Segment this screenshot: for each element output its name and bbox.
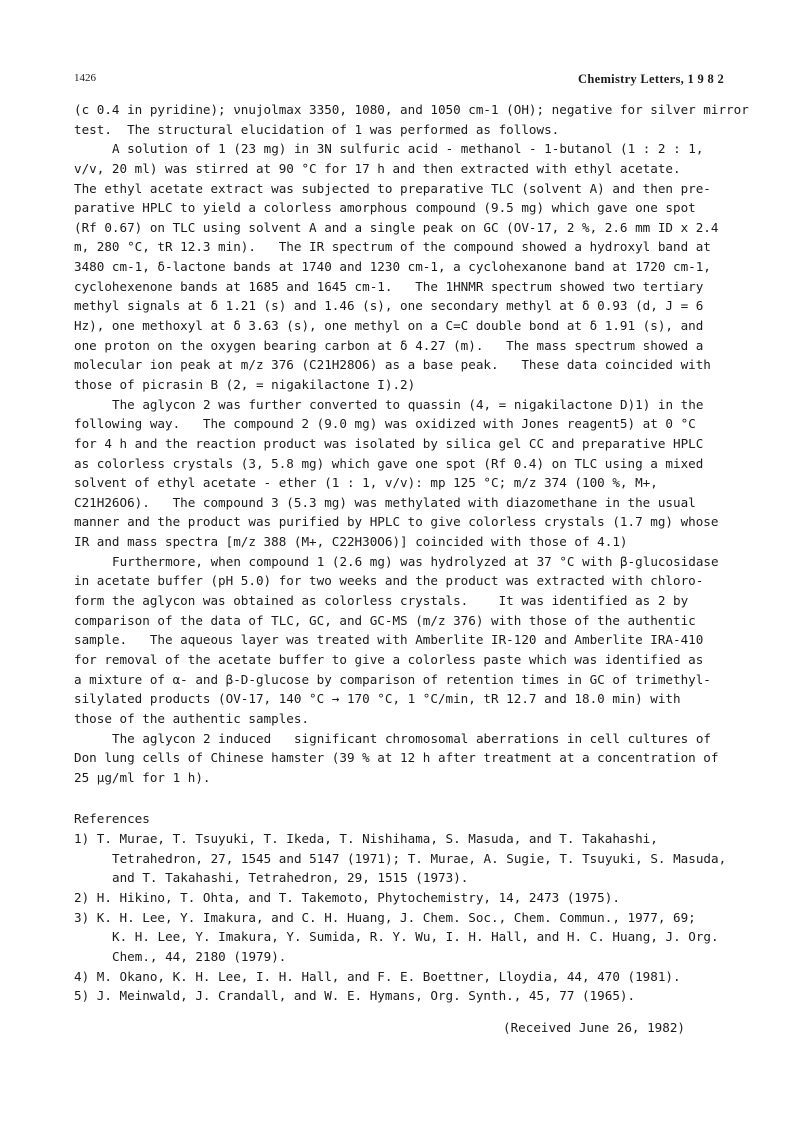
paragraph-p2 xyxy=(74,395,734,552)
text-line: 3480 cm-1, δ-lactone bands at 1740 and 1230 cm-1, a cyclohexanone band at 1720 cm-1, xyxy=(74,259,711,275)
reference-line: 1) T. Murae, T. Tsuyuki, T. Ikeda, T. Nishihama, S. Masuda, and T. Takahashi, xyxy=(74,831,658,847)
text-line: sample. The aqueous layer was treated with Amberlite IR-120 and Amberlite IRA-410 xyxy=(74,632,704,648)
paragraphs xyxy=(74,100,749,787)
paragraph-p3 xyxy=(74,552,734,729)
text-line: one proton on the oxygen bearing carbon at δ 4.27 (m). The mass spectrum showed a xyxy=(74,337,704,353)
text-line: test. The structural elucidation of 1 was performed as follows. xyxy=(74,121,560,137)
article-body xyxy=(74,100,749,1006)
text-line: molecular ion peak at m/z 376 (C21H28O6) as a base peak. These data coincided with xyxy=(74,357,711,373)
paragraph-p4 xyxy=(74,729,734,788)
text-line: methyl signals at δ 1.21 (s) and 1.46 (s), one secondary methyl at δ 0.93 (d, J = 6 xyxy=(74,298,704,314)
reference-line: Chem., 44, 2180 (1979). xyxy=(112,948,287,964)
text-line: in acetate buffer (pH 5.0) for two weeks and the product was extracted with chloro- xyxy=(74,573,704,589)
text-line: m, 280 °C, tR 12.3 min). The IR spectrum of the compound showed a hydroxyl band at xyxy=(74,239,711,255)
text-line: those of picrasin B (2, = nigakilactone I).2) xyxy=(74,376,416,392)
text-line: form the aglycon was obtained as colorless crystals. It was identified as 2 by xyxy=(74,593,689,609)
journal-title: Chemistry Letters, 1 9 8 2 xyxy=(578,72,724,86)
text-line: 25 μg/ml for 1 h). xyxy=(74,769,211,785)
reference-line: Tetrahedron, 27, 1545 and 5147 (1971); T. Murae, A. Sugie, T. Tsuyuki, S. Masuda, xyxy=(112,850,727,866)
text-line: for 4 h and the reaction product was isolated by silica gel CC and preparative HPLC xyxy=(74,435,704,451)
text-line: for removal of the acetate buffer to give a colorless paste which was identified as xyxy=(74,651,704,667)
references-list xyxy=(74,829,734,1006)
text-line: IR and mass spectra [m/z 388 (M+, C22H30O6)] coincided with those of 4.1) xyxy=(74,534,628,550)
text-line: cyclohexenone bands at 1685 and 1645 cm-1. The 1HNMR spectrum showed two tertiary xyxy=(74,278,704,294)
reference-item xyxy=(74,967,734,987)
page-header xyxy=(74,72,724,88)
text-line: (Rf 0.67) on TLC using solvent A and a single peak on GC (OV-17, 2 %, 2.6 mm ID x 2.4 xyxy=(74,219,719,235)
text-line: The aglycon 2 was further converted to quassin (4, = nigakilactone D)1) in the xyxy=(112,396,704,412)
reference-line: 3) K. H. Lee, Y. Imakura, and C. H. Huang, J. Chem. Soc., Chem. Commun., 1977, 69; xyxy=(74,909,696,925)
text-line: Furthermore, when compound 1 (2.6 mg) was hydrolyzed at 37 °C with β-glucosidase xyxy=(112,553,719,569)
text-line: manner and the product was purified by HPLC to give colorless crystals (1.7 mg) whose xyxy=(74,514,719,530)
reference-line: and T. Takahashi, Tetrahedron, 29, 1515 (1973). xyxy=(112,870,469,886)
reference-line: 2) H. Hikino, T. Ohta, and T. Takemoto, Phytochemistry, 14, 2473 (1975). xyxy=(74,890,620,905)
reference-item xyxy=(74,986,734,1006)
received-date: (Received June 26, 1982) xyxy=(503,1020,685,1035)
text-line: solvent of ethyl acetate - ether (1 : 1, v/v): mp 125 °C; m/z 374 (100 %, M+, xyxy=(74,475,658,491)
reference-item xyxy=(74,908,734,967)
text-line: C21H26O6). The compound 3 (5.3 mg) was methylated with diazomethane in the usual xyxy=(74,494,696,510)
page-number: 1426 xyxy=(74,72,96,84)
text-line: a mixture of α- and β-D-glucose by comparison of retention times in GC of trimethyl- xyxy=(74,671,711,687)
text-line: (c 0.4 in pyridine); νnujolmax 3350, 1080, and 1050 cm-1 (OH); negative for silver mirror xyxy=(74,102,749,117)
reference-line: 5) J. Meinwald, J. Crandall, and W. E. Hymans, Org. Synth., 45, 77 (1965). xyxy=(74,988,636,1004)
reference-item xyxy=(74,888,734,908)
text-line: Don lung cells of Chinese hamster (39 % at 12 h after treatment at a concentration of xyxy=(74,750,719,766)
references-heading: References xyxy=(74,811,150,827)
text-line: The aglycon 2 induced significant chromosomal aberrations in cell cultures of xyxy=(112,730,711,746)
text-line: A solution of 1 (23 mg) in 3N sulfuric acid - methanol - 1-butanol (1 : 2 : 1, xyxy=(112,141,704,157)
text-line: as colorless crystals (3, 5.8 mg) which gave one spot (Rf 0.4) on TLC using a mixed xyxy=(74,455,704,471)
text-line: following way. The compound 2 (9.0 mg) was oxidized with Jones reagent5) at 0 °C xyxy=(74,416,696,432)
text-line: comparison of the data of TLC, GC, and GC-MS (m/z 376) with those of the authentic xyxy=(74,612,696,628)
reference-line: K. H. Lee, Y. Imakura, Y. Sumida, R. Y. Wu, I. H. Hall, and H. C. Huang, J. Org. xyxy=(112,929,719,945)
text-line: those of the authentic samples. xyxy=(74,710,310,726)
text-line: parative HPLC to yield a colorless amorphous compound (9.5 mg) which gave one spot xyxy=(74,200,696,216)
text-line: v/v, 20 ml) was stirred at 90 °C for 17 h and then extracted with ethyl acetate. xyxy=(74,160,681,176)
text-line: silylated products (OV-17, 140 °C → 170 °C, 1 °C/min, tR 12.7 and 18.0 min) with xyxy=(74,691,681,707)
paragraph-p1 xyxy=(74,139,734,394)
text-line: The ethyl acetate extract was subjected to preparative TLC (solvent A) and then pre- xyxy=(74,180,711,196)
reference-line: 4) M. Okano, K. H. Lee, I. H. Hall, and F. E. Boettner, Lloydia, 44, 470 (1981). xyxy=(74,968,681,984)
reference-item xyxy=(74,829,734,888)
paragraph-p0 xyxy=(74,100,749,139)
text-line: Hz), one methoxyl at δ 3.63 (s), one methyl on a C=C double bond at δ 1.91 (s), and xyxy=(74,318,704,334)
